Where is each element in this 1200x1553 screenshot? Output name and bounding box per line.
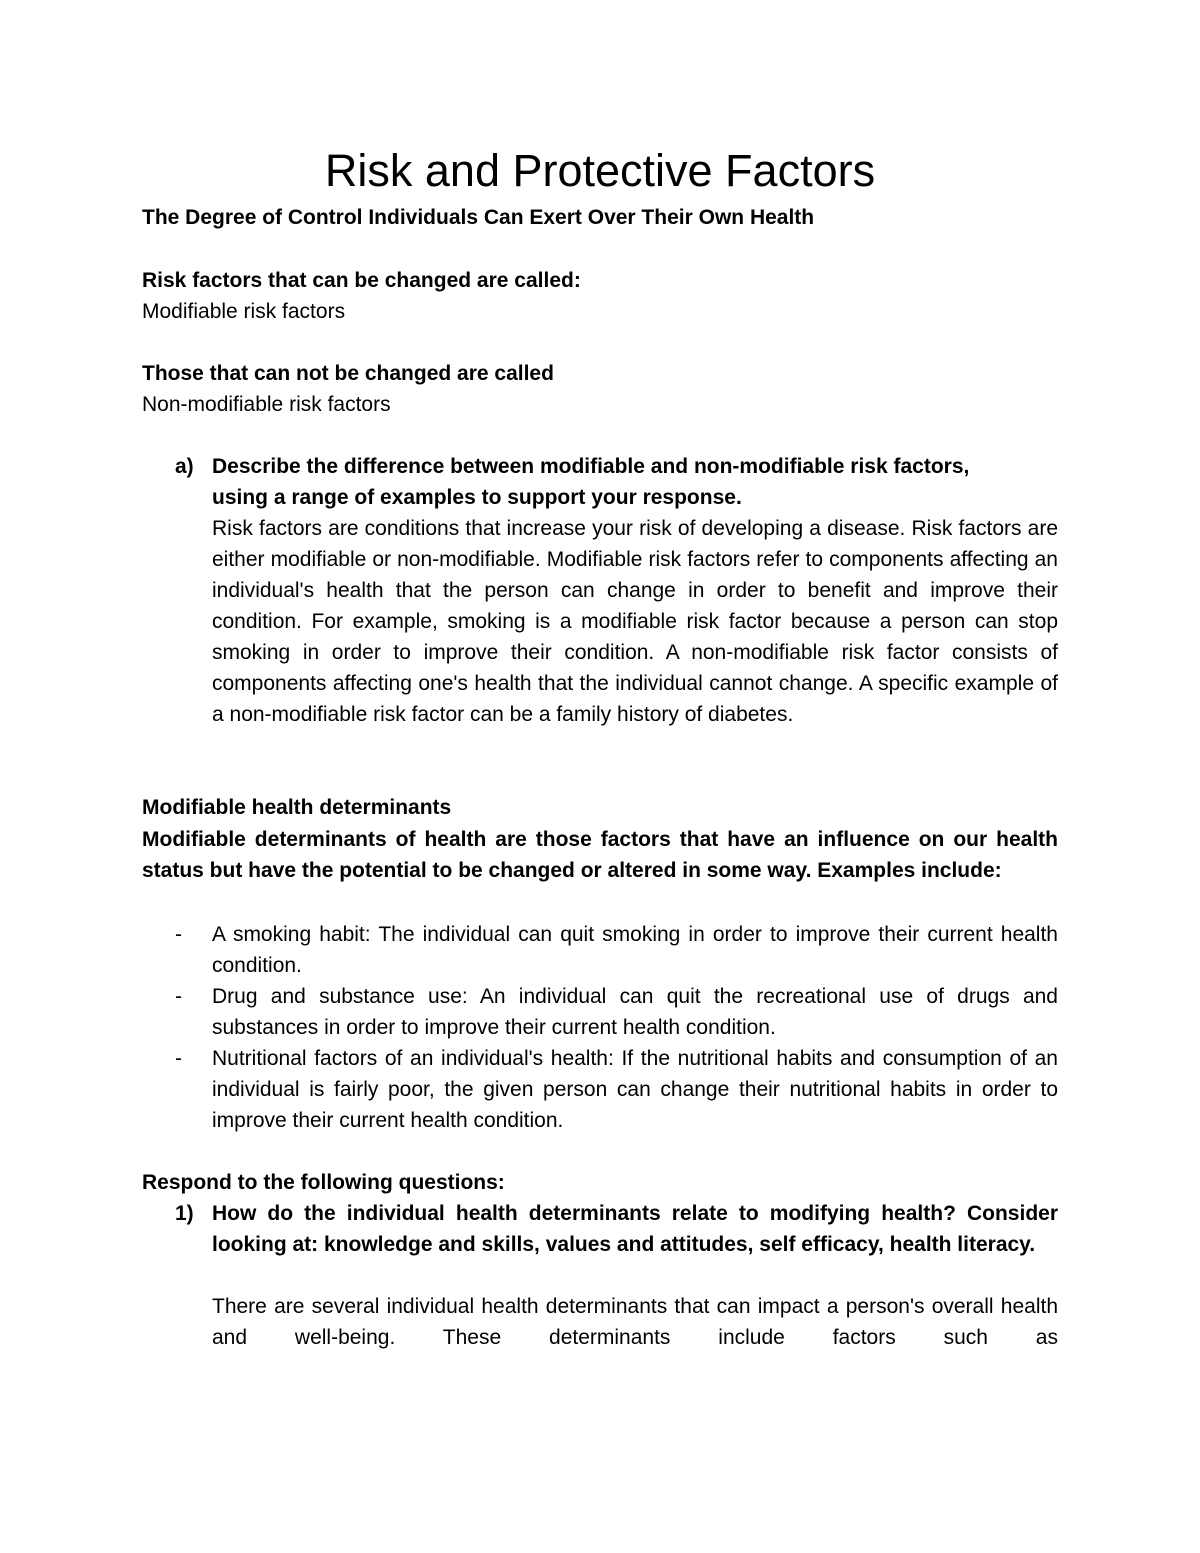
bullet-marker: - <box>175 923 182 946</box>
modifiable-question: Risk factors that can be changed are called: <box>142 269 581 292</box>
list-item: Nutritional factors of an individual's health: If the nutritional habits and consumption of an individual is fairly poor, the given person can change their nutritional habits in order to improve their current health condition. <box>212 1047 1058 1132</box>
page-title: Risk and Protective Factors <box>324 145 876 196</box>
list-item: A smoking habit: The individual can quit smoking in order to improve their current health condition. <box>212 923 1058 977</box>
bullet-marker: - <box>175 1047 182 1070</box>
question-a-marker: a) <box>175 455 194 478</box>
question-a-prompt: Describe the difference between modifiable and non-modifiable risk factors, using a range of examples to support your response. <box>212 455 970 509</box>
list-item: Drug and substance use: An individual can quit the recreational use of drugs and substances in order to improve their current health condition. <box>212 985 1058 1039</box>
non-modifiable-question: Those that can not be changed are called <box>142 362 554 385</box>
bullet-marker: - <box>175 985 182 1008</box>
questions-heading: Respond to the following questions: <box>142 1171 505 1194</box>
determinants-heading: Modifiable health determinants <box>142 796 452 819</box>
question-1-marker: 1) <box>175 1202 194 1225</box>
determinants-definition: Modifiable determinants of health are those factors that have an influence on our health status but have the potential to be changed or altered in some way. Examples include: <box>142 828 1058 882</box>
question-1-prompt: How do the individual health determinants relate to modifying health? Consider looking at: knowledge and skills, values and attitudes, self efficacy, health literacy. <box>212 1202 1058 1256</box>
modifiable-answer: Modifiable risk factors <box>142 300 346 323</box>
question-a-answer: Risk factors are conditions that increase your risk of developing a disease. Risk factors are either modifiable or non-modifiable. Modifiable risk factors refer to components affecting an individual's health that the person can change in order to benefit and improve their condition. For example, smoking is a modifiable risk factor because a person can stop smoking in order to improve their condition. A non-modifiable risk factor consists of components affecting one's health that the individual cannot change. A specific example of a non-modifiable risk factor can be a family history of diabetes. <box>212 517 1058 726</box>
question-1-answer: There are several individual health determinants that can impact a person's overall health and well-being. These determinants include factors such as <box>212 1295 1058 1349</box>
non-modifiable-answer: Non-modifiable risk factors <box>142 393 391 416</box>
subtitle: The Degree of Control Individuals Can Exert Over Their Own Health <box>142 206 815 229</box>
